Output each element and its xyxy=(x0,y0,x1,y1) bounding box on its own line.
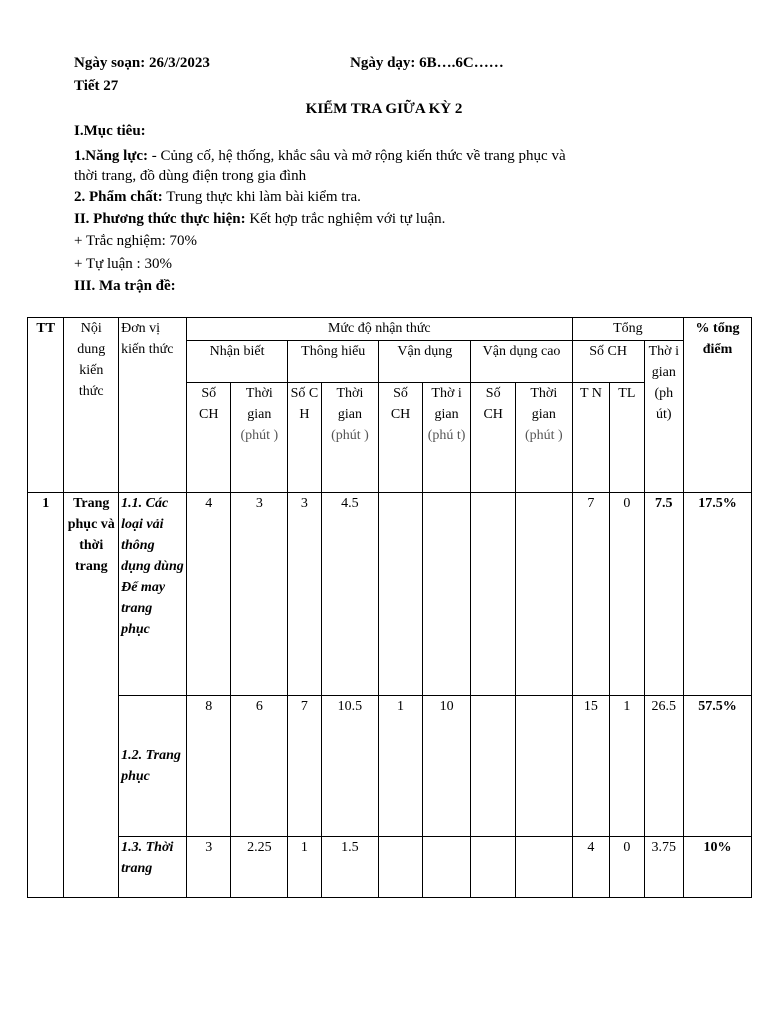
header-phut2: (phú t) xyxy=(427,428,466,443)
cell-vd-num: 1 xyxy=(379,696,423,837)
quality-text: Trung thực khi làm bài kiểm tra. xyxy=(162,189,361,205)
cell-percent: 10% xyxy=(684,837,752,898)
header-tho: Thờ i gian xyxy=(431,386,462,422)
date-prepared: Ngày soạn: 26/3/2023 xyxy=(74,55,210,71)
header-thoi-gian: Thời gian xyxy=(245,386,273,422)
header-unit: Đơn vị kiến thức xyxy=(119,318,187,493)
header-apply: Vận dụng xyxy=(379,341,471,383)
header-vd-time xyxy=(422,383,471,493)
table-row xyxy=(28,493,752,696)
row-unit: 1.1. Các loại vải thông dụng dùng Để may trang phục xyxy=(119,493,187,696)
header-phut: (phút ) xyxy=(240,428,279,443)
cell-nb-time: 2.25 xyxy=(231,837,288,898)
cell-time: 7.5 xyxy=(644,493,684,696)
cell-nb-num: 4 xyxy=(186,493,231,696)
cell-tl: 0 xyxy=(610,493,644,696)
header-levels: Mức độ nhận thức xyxy=(186,318,572,341)
matrix-table xyxy=(27,317,752,898)
quality-label: 2. Phẩm chất: xyxy=(74,189,163,205)
cell-th-time: 10.5 xyxy=(321,696,379,837)
cell-vdc-num xyxy=(471,837,516,898)
header-total-time: Thờ i gian (ph út) xyxy=(644,341,684,493)
header-vd-num xyxy=(379,383,423,493)
row-unit: 1.2. Trang phục xyxy=(119,696,187,837)
header-understand: Thông hiểu xyxy=(288,341,379,383)
row-tt: 1 xyxy=(28,493,64,898)
period: Tiết 27 xyxy=(74,78,119,94)
header-so: Số xyxy=(201,386,217,401)
cell-vdc-time xyxy=(515,837,572,898)
row-content: Trang phục và thời trang xyxy=(64,493,119,898)
header-so: Số xyxy=(393,386,408,401)
header-nb-num xyxy=(186,383,231,493)
cell-vd-time xyxy=(422,837,471,898)
cell-percent: 17.5% xyxy=(684,493,752,696)
cell-tn: 7 xyxy=(572,493,609,696)
header-phut: (phút ) xyxy=(331,428,369,443)
header-ch: CH xyxy=(198,407,219,422)
essay-ratio: + Tự luận : 30% xyxy=(74,256,172,272)
method-line xyxy=(74,209,445,229)
matrix-heading: III. Ma trận đề: xyxy=(74,278,176,294)
cell-th-time: 4.5 xyxy=(321,493,379,696)
cell-tn: 15 xyxy=(572,696,609,837)
date-taught: Ngày dạy: 6B….6C…… xyxy=(350,55,504,71)
header-tn: T N xyxy=(572,383,609,493)
header-tl: TL xyxy=(610,383,644,493)
header-vdc-time xyxy=(515,383,572,493)
header-th-num: Số C H xyxy=(288,383,321,493)
cell-nb-num: 3 xyxy=(186,837,231,898)
cell-vd-num xyxy=(379,493,423,696)
table-row xyxy=(28,696,752,837)
cell-th-num: 7 xyxy=(288,696,321,837)
header-content: Nội dung kiến thức xyxy=(64,318,119,493)
competence-line1 xyxy=(74,146,566,166)
header-apply-high: Vận dụng cao xyxy=(471,341,572,383)
header-phut: (phút ) xyxy=(524,428,563,443)
header-ch: CH xyxy=(483,407,503,422)
header-percent: % tổng điểm xyxy=(684,318,752,493)
cell-vdc-num xyxy=(471,493,516,696)
header-total: Tổng xyxy=(572,318,683,341)
cell-tl: 0 xyxy=(610,837,644,898)
page-title: KIỂM TRA GIỮA KỲ 2 xyxy=(305,101,463,117)
cell-vd-time: 10 xyxy=(422,696,471,837)
cell-th-num: 3 xyxy=(288,493,321,696)
header-so: Số xyxy=(485,386,501,401)
header-ch: CH xyxy=(390,407,411,422)
cell-th-num: 1 xyxy=(288,837,321,898)
header-tt: TT xyxy=(28,318,64,493)
method-text: Kết hợp trắc nghiệm với tự luận. xyxy=(245,211,446,227)
cell-nb-time: 6 xyxy=(231,696,288,837)
row-unit: 1.3. Thời trang xyxy=(119,837,187,898)
cell-time: 26.5 xyxy=(644,696,684,837)
header-num-q: Số CH xyxy=(572,341,644,383)
objectives-heading: I.Mục tiêu: xyxy=(74,123,146,139)
quality-line xyxy=(74,187,361,207)
header-vdc-num xyxy=(471,383,516,493)
cell-tn: 4 xyxy=(572,837,609,898)
header-row-1 xyxy=(28,318,752,341)
competence-text: - Củng cố, hệ thống, khắc sâu và mở rộng kiến thức về trang phục và xyxy=(148,148,566,164)
cell-vdc-time xyxy=(515,493,572,696)
cell-vd-num xyxy=(379,837,423,898)
header-recognize: Nhận biết xyxy=(186,341,287,383)
cell-percent: 57.5% xyxy=(684,696,752,837)
table-row xyxy=(28,837,752,898)
method-label: II. Phương thức thực hiện: xyxy=(74,211,246,227)
cell-th-time: 1.5 xyxy=(321,837,379,898)
header-nb-time xyxy=(231,383,288,493)
cell-time: 3.75 xyxy=(644,837,684,898)
cell-nb-time: 3 xyxy=(231,493,288,696)
mcq-ratio: + Trắc nghiệm: 70% xyxy=(74,233,198,249)
cell-vd-time xyxy=(422,493,471,696)
cell-vdc-time xyxy=(515,696,572,837)
competence-line2: thời trang, đồ dùng điện trong gia đình xyxy=(74,168,307,184)
header-thoi-gian: Thời gian xyxy=(336,386,364,422)
cell-tl: 1 xyxy=(610,696,644,837)
header-thoi-gian: Thời gian xyxy=(530,386,558,422)
cell-nb-num: 8 xyxy=(186,696,231,837)
competence-label: 1.Năng lực: xyxy=(74,148,148,164)
header-th-time xyxy=(321,383,379,493)
cell-vdc-num xyxy=(471,696,516,837)
